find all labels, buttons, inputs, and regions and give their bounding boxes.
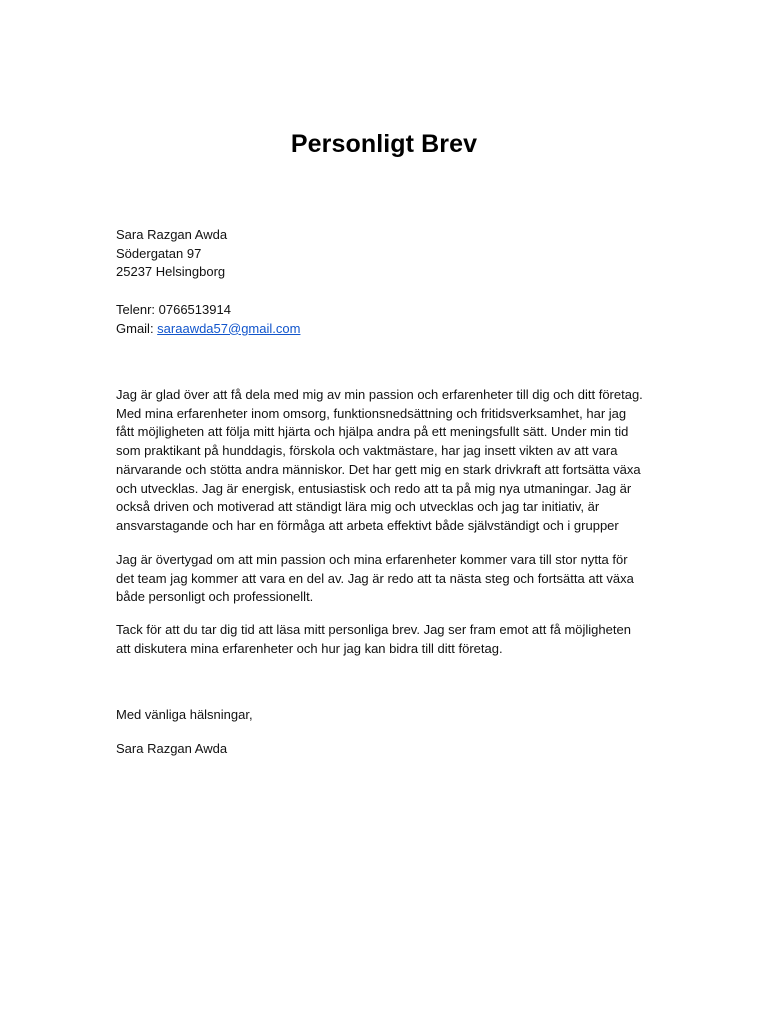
body-paragraph-1 xyxy=(116,386,656,536)
paragraph-line: fått möjligheten att följa mitt hjärta och hjälpa andra på ett meningsfullt sätt. Under min tid xyxy=(116,424,629,440)
paragraph-line: som praktikant på hunddagis, förskola och vaktmästare, har jag insett vikten av att vara xyxy=(116,443,618,459)
letter-title: Personligt Brev xyxy=(290,130,478,158)
phone-label: Telenr: xyxy=(116,302,159,317)
sender-name: Sara Razgan Awda xyxy=(116,227,228,242)
paragraph-line: närvarande och stötta andra människor. Det har gett mig en stark drivkraft att fortsätta växa xyxy=(116,461,641,477)
phone-number: 0766513914 xyxy=(158,302,231,317)
body-paragraph-3 xyxy=(116,621,656,658)
closing-text: Med vänliga hälsningar, xyxy=(116,707,253,722)
paragraph-line: också driven och motiverad att ständigt lära mig och utvecklas och jag tar initiativ, är xyxy=(116,499,600,515)
paragraph-line: ansvarstagande och har en förmåga att arbeta effektivt både självständigt och i grupper xyxy=(116,517,619,533)
paragraph-line: Jag är övertygad om att min passion och mina erfarenheter kommer vara till stor nytta för xyxy=(116,552,628,567)
paragraph-line: det team jag kommer att vara en del av. Jag är redo att ta nästa steg och fortsätta att växa xyxy=(116,570,634,586)
email-label: Gmail: xyxy=(116,320,158,336)
email-link[interactable]: saraawda57@gmail.com xyxy=(157,320,301,336)
sender-city: 25237 Helsingborg xyxy=(116,264,226,280)
paragraph-line: Tack för att du tar dig tid att läsa mitt personliga brev. Jag ser fram emot att få möjligheten xyxy=(116,622,631,637)
sender-street: Södergatan 97 xyxy=(116,245,202,261)
phone-line xyxy=(116,301,656,320)
paragraph-line: och utvecklas. Jag är energisk, entusiastisk och redo att ta på mig nya utmaningar. Jag är xyxy=(116,480,632,496)
sender-address xyxy=(116,226,656,282)
paragraph-line: både personligt och professionellt. xyxy=(116,589,314,605)
paragraph-line: att diskutera mina erfarenheter och hur jag kan bidra till ditt företag. xyxy=(116,640,503,656)
email-line xyxy=(116,320,656,339)
sender-contact xyxy=(116,301,656,338)
paragraph-line: Med mina erfarenheter inom omsorg, funktionsnedsättning och fritidsverksamhet, har jag xyxy=(116,405,627,421)
paragraph-line: Jag är glad över att få dela med mig av min passion och erfarenheter till dig och ditt företag. xyxy=(116,387,643,402)
body-paragraph-2 xyxy=(116,551,656,607)
signature-name: Sara Razgan Awda xyxy=(116,741,228,756)
